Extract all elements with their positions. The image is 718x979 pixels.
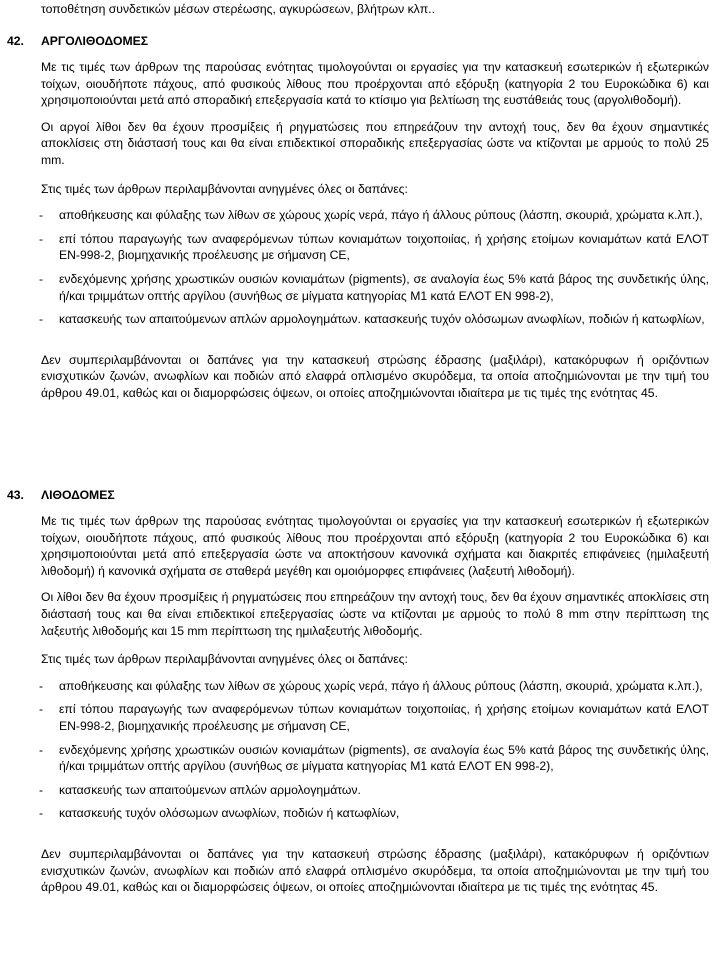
bullet-marker: - xyxy=(39,806,44,821)
closing-paragraph: Δεν συμπεριλαμβάνονται οι δαπάνες για την κατασκευή στρώσης έδρασης (μαξιλάρι), κατακόρυφων ή οριζόντιων ενισχυτικών ζωνών, ανωφλίων και ποδιών από ελαφρά οπλισμένο σκυρόδεμα, τα οποία αποζημιώνονται με την τιμή του άρθρου 49.01, καθώς και οι διαμορφώσεις όψεων, οι οποίες αποζημιώνονται ιδιαίτερα με τις τιμές της ενότητας 45. xyxy=(41,846,709,895)
list-item-text: αποθήκευσης και φύλαξης των λίθων σε χώρους χωρίς νερά, πάγο ή άλλους ρύπους (λάσπη, σκουριά, χρώματα κ.λπ.), xyxy=(59,678,703,693)
bullet-marker: - xyxy=(39,782,44,797)
list-item xyxy=(41,742,709,775)
list-item xyxy=(41,311,709,328)
bullet-marker: - xyxy=(39,208,44,223)
list-item-text: επί τόπου παραγωγής των αναφερόμενων τύπων κονιαμάτων τοιχοποιίας, ή χρήσης ετοίμων κονιαμάτων κατά ΕΛΟΤ ΕΝ-998-2, βιομηχανικής προέλευσης με σήμανση CE, xyxy=(59,702,709,733)
paragraph: Στις τιμές των άρθρων περιλαμβάνονται ανηγμένες όλες οι δαπάνες: xyxy=(41,181,408,196)
section-heading xyxy=(0,487,718,505)
lead-line: τοποθέτηση συνδετικών μέσων στερέωσης, αγκυρώσεων, βλήτρων κλπ.. xyxy=(41,2,435,16)
list-item xyxy=(41,207,709,224)
section-number: 43. xyxy=(7,488,24,502)
list-item xyxy=(41,271,709,304)
list-item-text: ενδεχόμενης χρήσης χρωστικών ουσιών κονιαμάτων (pigments), σε αναλογία έως 5% κατά βάρος της συνδετικής ύλης, ή/και τριμμάτων οπτής αργίλου (συνήθως σε μίγματα κατηγορίας Μ1 κατά ΕΛΟΤ ΕΝ 998-2), xyxy=(59,742,709,774)
list-item-text: κατασκευής των απαιτούμενων απλών αρμολογημάτων. xyxy=(59,782,361,797)
list-item-text: επί τόπου παραγωγής των αναφερόμενων τύπων κονιαμάτων τοιχοποιίας, ή χρήσης ετοίμων κονιαμάτων κατά ΕΛΟΤ ΕΝ-998-2, βιομηχανικής προέλευσης με σήμανση CE, xyxy=(59,231,709,263)
bullet-list xyxy=(41,207,709,328)
list-item xyxy=(41,805,709,822)
list-item-text: αποθήκευσης και φύλαξης των λίθων σε χώρους χωρίς νερά, πάγο ή άλλους ρύπους (λάσπη, σκουριά, χρώματα κ.λπ.), xyxy=(59,208,703,223)
list-item xyxy=(41,701,709,734)
closing-paragraph: Δεν συμπεριλαμβάνονται οι δαπάνες για την κατασκευή στρώσης έδρασης (μαξιλάρι), κατακόρυφων ή οριζόντιων ενισχυτικών ζωνών, ανωφλίων και ποδιών από ελαφρά οπλισμένο σκυρόδεμα, τα οποία αποζημιώνονται με την τιμή του άρθρου 49.01, καθώς και οι διαμορφώσεις όψεων, οι οποίες αποζημιώνονται ιδιαίτερα με τις τιμές της ενότητας 45. xyxy=(41,352,709,400)
bullet-marker: - xyxy=(39,678,44,693)
bullet-marker: - xyxy=(39,271,44,286)
section-42 xyxy=(0,33,718,402)
paragraph: Στις τιμές των άρθρων περιλαμβάνονται ανηγμένες όλες οι δαπάνες: xyxy=(41,652,408,667)
bullet-marker: - xyxy=(39,231,44,246)
paragraph: Οι αργοί λίθοι δεν θα έχουν προσμίξεις ή ρηγματώσεις που επηρεάζουν την αντοχή τους, δεν θα έχουν σημαντικές αποκλίσεις στη διάστασή τους και θα είναι επιδεκτικοί σποραδικής επεξεργασίας ώστε να κτίζονται με αρμούς το πολύ 25 mm. xyxy=(41,119,709,167)
bullet-marker: - xyxy=(39,312,44,327)
bullet-marker: - xyxy=(39,702,44,717)
list-item xyxy=(41,231,709,264)
list-item-text: κατασκευής τυχόν ολόσωμων ανωφλίων, ποδιών ή κατωφλίων, xyxy=(59,806,400,821)
section-title: ΑΡΓΟΛΙΘΟΔΟΜΕΣ xyxy=(41,34,149,48)
list-item-text: ενδεχόμενης χρήσης χρωστικών ουσιών κονιαμάτων (pigments), σε αναλογία έως 5% κατά βάρος της συνδετικής ύλης, ή/και τριμμάτων οπτής αργίλου (συνήθως σε μίγματα κατηγορίας Μ1 κατά ΕΛΟΤ ΕΝ 998-2), xyxy=(59,271,709,303)
section-43 xyxy=(0,487,718,896)
list-item xyxy=(41,782,709,799)
section-title: ΛΙΘΟΔΟΜΕΣ xyxy=(41,488,115,502)
list-item-text: κατασκευής των απαιτούμενων απλών αρμολογημάτων. κατασκευής τυχόν ολόσωμων ανωφλίων, ποδιών ή κατωφλίων, xyxy=(59,312,705,327)
section-body xyxy=(41,59,709,402)
section-heading xyxy=(0,33,718,51)
bullet-marker: - xyxy=(39,742,44,757)
paragraph: Με τις τιμές των άρθρων της παρούσας ενότητας τιμολογούνται οι εργασίες για την κατασκευή εσωτερικών ή εξωτερικών τοίχων, οιουδήποτε πάχους, από φυσικούς λίθους που προέρχονται από εξόρυξη (κατηγορία 2 του Ευροκώδικα 6) και χρησιμοποιούνται μετά από επεξεργασία ώστε να αποκτήσουν κανονικά σχήματα και διακριτές επιφάνειες (ημιλαξευτή λιθοδομή) ή κανονικά σχήματα σε σταθερά μεγέθη και ομοιόμορφες επιφάνειες (λαξευτή λιθοδομή). xyxy=(41,514,709,578)
bullet-list xyxy=(41,678,709,822)
paragraph: Με τις τιμές των άρθρων της παρούσας ενότητας τιμολογούνται οι εργασίες για την κατασκευή εσωτερικών ή εξωτερικών τοίχων, οιουδήποτε πάχους, από φυσικούς λίθους που προέρχονται από εξόρυξη (κατηγορία 2 του Ευροκώδικα 6) και χρησιμοποιούνται μετά από σποραδική επεξεργασία κατά το κτίσιμο για βελτίωση της ευστάθειάς τους (αργολιθοδομή). xyxy=(41,60,709,108)
list-item xyxy=(41,678,709,695)
section-number: 42. xyxy=(7,34,24,48)
section-body xyxy=(41,513,709,896)
paragraph: Οι λίθοι δεν θα έχουν προσμίξεις ή ρηγματώσεις που επηρεάζουν την αντοχή τους, δεν θα έχουν σημαντικές αποκλίσεις στη διάστασή τους και θα είναι επιδεκτικοί επεξεργασίας ώστε να κτίζονται με αρμούς το πολύ 8 mm στην περίπτωση της λαξευτής λιθοδομής και 15 mm περίπτωση της ημιλαξευτής λιθοδομής. xyxy=(41,590,709,638)
